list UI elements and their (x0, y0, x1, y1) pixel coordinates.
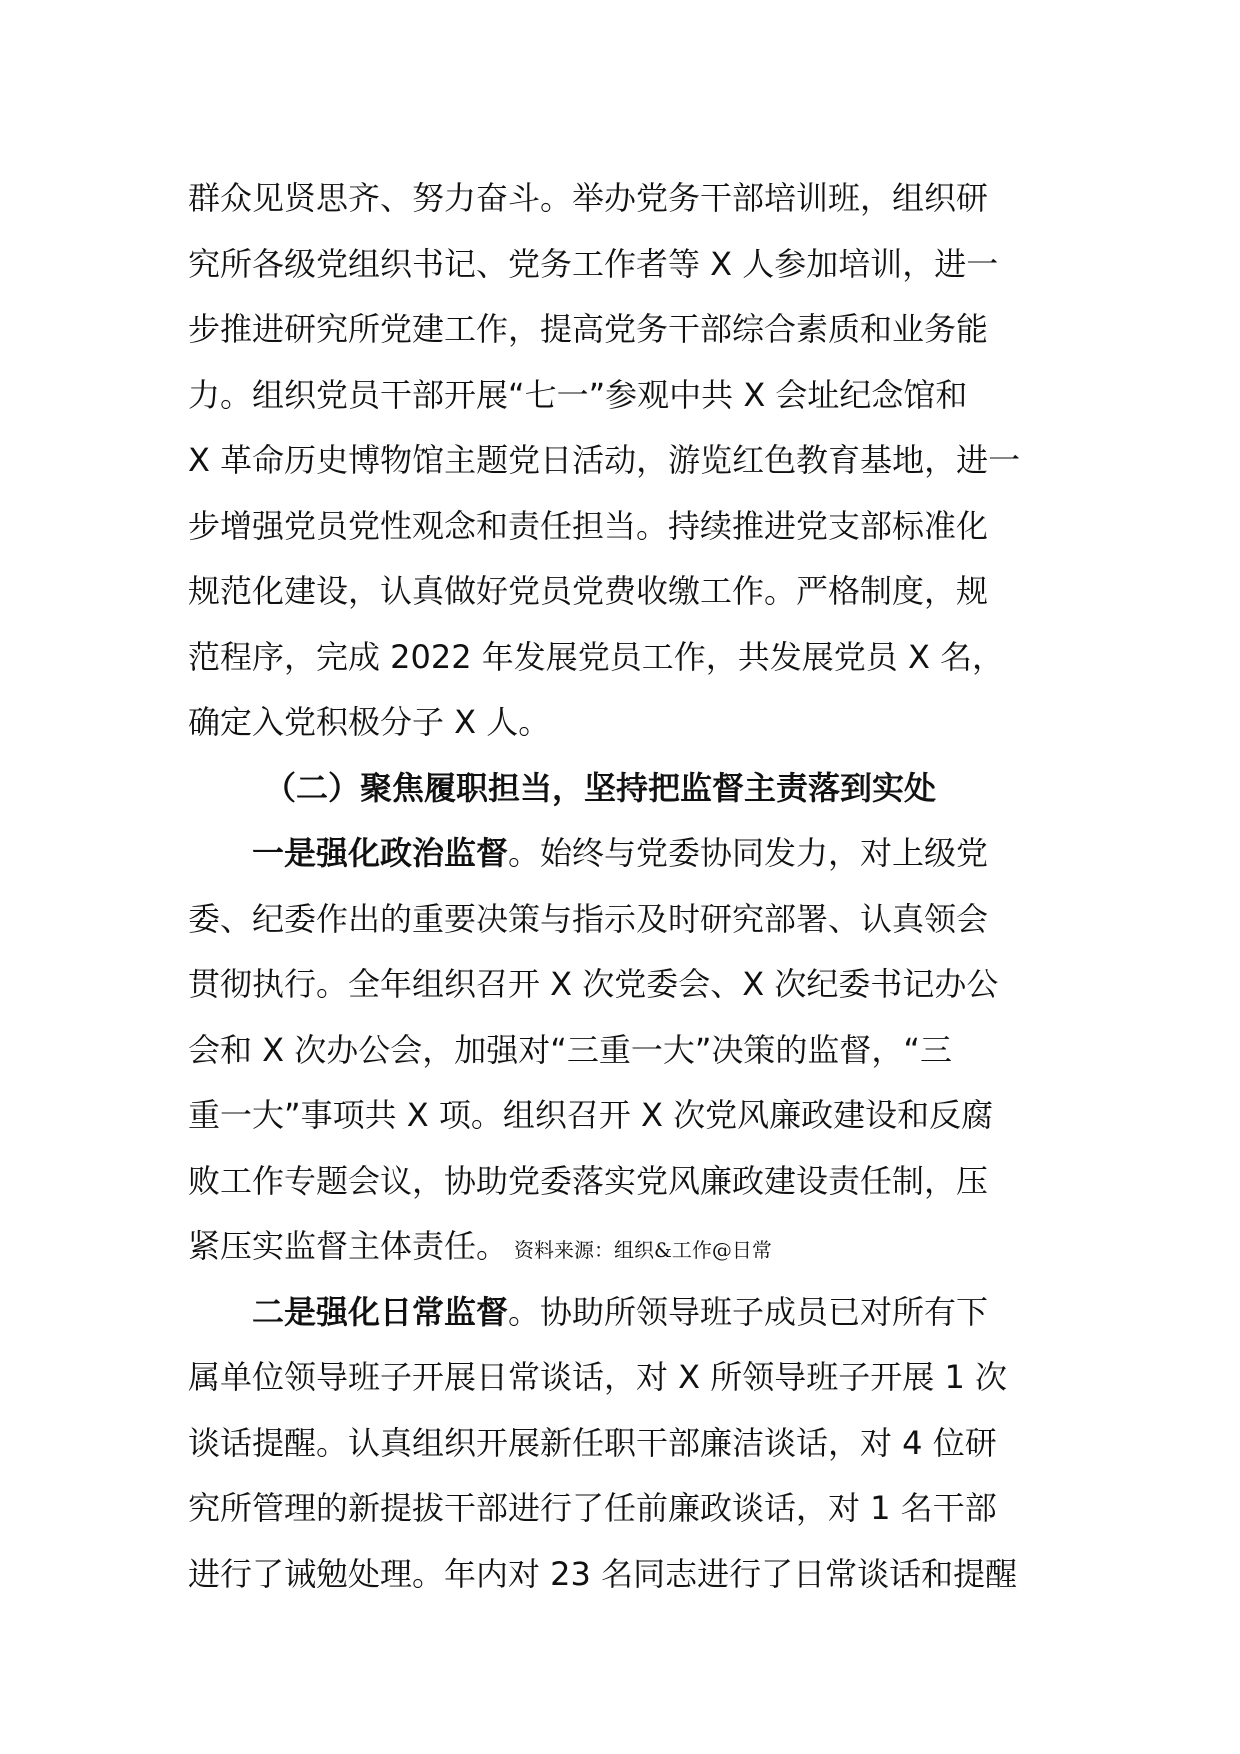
text-line: 步推进研究所党建工作，提高党务干部综合素质和业务能 (188, 310, 989, 348)
paragraph-lead: 二是强化日常监督 (252, 1292, 509, 1331)
lead-rest: 。始终与党委协同发力，对上级党 (508, 834, 989, 872)
text-line: 会和 X 次办公会，加强对“三重一大”决策的监督，“三 (188, 1030, 953, 1069)
lead-rest: 。协助所领导班子成员已对所有下 (508, 1292, 989, 1331)
text-line: X 革命历史博物馆主题党日活动，游览红色教育基地，进一 (188, 441, 1021, 479)
text-line: 范程序，完成 2022 年发展党员工作，共发展党员 X 名， (188, 637, 1005, 676)
paragraph-lead: 一是强化政治监督 (252, 834, 509, 872)
text-line: 重一大”事项共 X 项。组织召开 X 次党风廉政建设和反腐 (188, 1096, 994, 1134)
paragraph-party-building (188, 166, 1064, 756)
last-line-text: 紧压实监督主体责任。 (188, 1227, 509, 1265)
text-line (188, 821, 1064, 887)
text-line: 属单位领导班子开展日常谈话，对 X 所领导班子开展 1 次 (188, 1358, 1007, 1396)
paragraph-daily-supervision (188, 1280, 1064, 1608)
text-line: 委、纪委作出的重要决策与指示及时研究部署、认真领会 (188, 899, 989, 938)
text-line: 贯彻执行。全年组织召开 X 次党委会、X 次纪委书记办公 (188, 965, 999, 1003)
text-line: 确定入党积极分子 X 人。 (188, 703, 551, 741)
section-heading: （二）聚焦履职担当，坚持把监督主责落到实处 (264, 768, 937, 807)
section-heading-block (188, 756, 1064, 822)
text-line: 步增强党员党性观念和责任担当。持续推进党支部标准化 (188, 506, 989, 545)
source-note: 资料来源：组织&工作@日常 (514, 1238, 772, 1262)
paragraph-political-supervision (188, 821, 1064, 1280)
text-line (188, 1280, 1064, 1346)
text-line: 群众见贤思齐、努力奋斗。举办党务干部培训班，组织研 (188, 179, 989, 217)
document-page (188, 166, 1064, 1607)
text-line: 谈话提醒。认真组织开展新任职干部廉洁谈话，对 4 位研 (188, 1423, 997, 1462)
text-line (188, 1214, 1064, 1280)
text-line: 究所管理的新提拔干部进行了任前廉政谈话，对 1 名干部 (188, 1489, 997, 1527)
text-line: 进行了诫勉处理。年内对 23 名同志进行了日常谈话和提醒 (188, 1554, 1018, 1593)
text-line: 究所各级党组织书记、党务工作者等 X 人参加培训，进一 (188, 244, 999, 283)
text-line: 力。组织党员干部开展“七一”参观中共 X 会址纪念馆和 (188, 375, 968, 414)
text-line: 败工作专题会议，协助党委落实党风廉政建设责任制，压 (188, 1161, 989, 1200)
text-line: 规范化建设，认真做好党员党费收缴工作。严格制度，规 (188, 572, 989, 610)
